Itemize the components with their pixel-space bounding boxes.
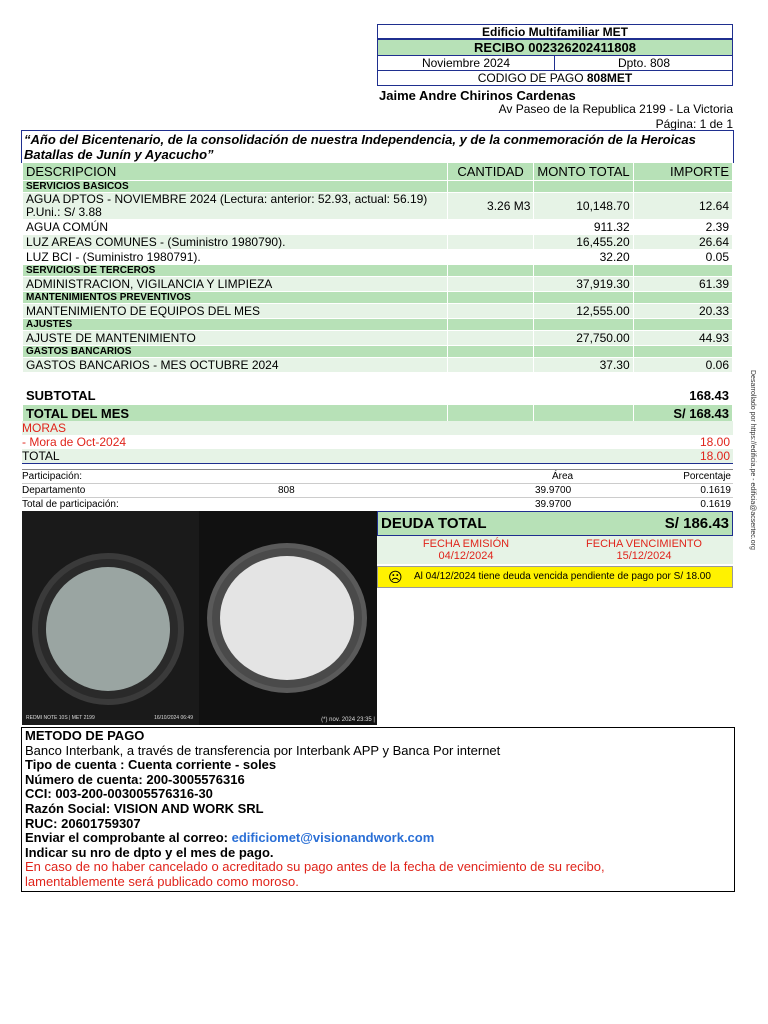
indicate-text: Indicar su nro de dpto y el mes de pago.: [25, 844, 274, 860]
total-month-label: TOTAL DEL MES: [23, 405, 448, 423]
total-month-value: S/ 168.43: [633, 405, 732, 423]
due-date-label: FECHA VENCIMIENTO: [586, 538, 702, 550]
payment-code: [377, 70, 733, 86]
email-link[interactable]: edificiomet@visionandwork.com: [231, 830, 435, 846]
moras-total-value: 18.00: [699, 449, 730, 463]
table-row: ADMINISTRACION, VIGILANCIA Y LIMPIEZA 37,919.30 61.39: [23, 277, 733, 292]
meter-dial-right: [207, 543, 367, 693]
account-cci: CCI: 003-200-003005576316-30: [25, 786, 213, 802]
motto-box: [21, 130, 734, 163]
participation-section: [22, 469, 733, 512]
meter-dial-left: [32, 553, 184, 705]
subtotal-value: 168.43: [633, 387, 732, 405]
email-line: [25, 831, 731, 846]
account-type: Tipo de cuenta : Cuenta corriente - soles: [25, 757, 277, 773]
sad-face-icon: ☹: [388, 569, 403, 585]
moras-item-row: [22, 435, 733, 449]
building-name: Edificio Multifamiliar MET: [377, 24, 733, 39]
meter-photo-right: [199, 511, 377, 725]
table-row: AGUA COMÚN 911.32 2.39: [23, 220, 733, 235]
payment-code-label: CODIGO DE PAGO: [477, 71, 587, 85]
percentage-header: Porcentaje: [683, 471, 731, 482]
total-debt-label: DEUDA TOTAL: [381, 515, 487, 532]
table-row: GASTOS BANCARIOS - MES OCTUBRE 2024 37.30 0.06: [23, 358, 733, 373]
section-row: AJUSTES: [23, 319, 733, 331]
participation-total-label: Total de participación:: [22, 499, 119, 510]
total-debt-value: S/ 186.43: [664, 515, 729, 532]
total-month-row: [23, 405, 733, 423]
table-header-row: [23, 163, 733, 181]
photo-left-time: 16/10/2024 06:49: [154, 715, 193, 721]
table-row: AGUA DPTOS - NOVIEMBRE 2024 (Lectura: anterior: 52.93, actual: 56.19) P.Uni.: S/ 3.88 3.26 M3 10,148.70 12.64: [23, 193, 733, 220]
dept-percentage: 0.1619: [700, 485, 731, 496]
participation-header: [22, 470, 733, 484]
section-row: MANTENIMIENTOS PREVENTIVOS: [23, 292, 733, 304]
section-row: SERVICIOS DE TERCEROS: [23, 265, 733, 277]
moras-item-value: 18.00: [699, 435, 730, 449]
charges-table: [22, 162, 733, 423]
header-quantity: CANTIDAD: [447, 163, 534, 181]
payment-bank: Banco Interbank, a través de transferencia por Interbank APP y Banca Por internet: [25, 742, 501, 758]
dept-area: 39.9700: [535, 485, 572, 496]
dates-row: [377, 536, 733, 564]
table-row: AJUSTE DE MANTENIMIENTO 27,750.00 44.93: [23, 331, 733, 346]
customer-name: Jaime Andre Chirinos Cardenas: [379, 88, 576, 103]
moras-total-row: [22, 449, 733, 464]
late-payment-notice: En caso de no haber cancelado o acreditado su pago antes de la fecha de vencimiento de su recibo, lamentablemente será publicado como moroso.: [25, 859, 605, 889]
receipt-month: Noviembre 2024: [421, 56, 511, 70]
receipt-dept: Dpto. 808: [617, 56, 671, 70]
receipt-number: RECIBO 002326202411808: [377, 39, 733, 56]
dept-label: Departamento: [22, 485, 86, 496]
participation-total-percentage: 0.1619: [700, 499, 731, 510]
subtotal-label: SUBTOTAL: [23, 387, 448, 405]
moras-section: [22, 421, 733, 464]
due-date: 15/12/2024: [616, 550, 672, 562]
issue-date-label: FECHA EMISIÓN: [422, 538, 510, 550]
section-row: SERVICIOS BASICOS: [23, 181, 733, 193]
issue-date: 04/12/2024: [438, 550, 494, 562]
dept-value: 808: [278, 485, 295, 496]
table-row: LUZ AREAS COMUNES - (Suministro 1980790). 16,455.20 26.64: [23, 235, 733, 250]
subtotal-row: [23, 387, 733, 405]
header-amount: IMPORTE: [633, 163, 732, 181]
section-row: GASTOS BANCARIOS: [23, 346, 733, 358]
account-number: Número de cuenta: 200-3005576316: [25, 771, 245, 787]
header-description: DESCRIPCION: [23, 163, 448, 181]
participation-total-area: 39.9700: [535, 499, 572, 510]
moras-item: - Mora de Oct-2024: [22, 435, 127, 449]
overdue-warning: [377, 566, 733, 588]
motto-text: “Año del Bicentenario, de la consolidación de nuestra Independencia, y de la conmemoración de la Heroicas Batallas de Junín y Ayacucho”: [24, 132, 696, 162]
participation-label: Participación:: [22, 471, 83, 482]
moras-total-label: TOTAL: [22, 449, 60, 463]
month-dept-row: [377, 55, 733, 71]
participation-total-row: [22, 498, 733, 512]
customer-address: Av Paseo de la Republica 2199 - La Victoria: [498, 102, 733, 116]
overdue-warning-text: Al 04/12/2024 tiene deuda vencida pendiente de pago por S/ 18.00: [414, 571, 711, 582]
moras-title: MORAS: [22, 421, 733, 435]
area-header: Área: [552, 471, 574, 482]
payment-title: METODO DE PAGO: [25, 728, 145, 743]
total-debt-row: [377, 511, 733, 536]
developer-credit: Desarrollado por https://edificia.pe - edificia@acsertec.org: [749, 370, 756, 550]
participation-dept-row: [22, 484, 733, 498]
payment-code-value: 808MET: [586, 71, 633, 85]
photo-right-caption: (*) nov. 2024 23:35 |: [321, 717, 375, 723]
company-ruc: RUC: 20601759307: [25, 815, 141, 831]
photo-left-caption: REDMI NOTE 10S | MET 2199: [26, 715, 95, 721]
table-row: LUZ BCI - (Suministro 1980791). 32.20 0.05: [23, 250, 733, 265]
page-number: Página: 1 de 1: [655, 117, 733, 131]
payment-method-box: [21, 727, 735, 892]
table-row: MANTENIMIENTO DE EQUIPOS DEL MES 12,555.00 20.33: [23, 304, 733, 319]
meter-photo-left: [22, 511, 199, 725]
email-label: Enviar el comprobante al correo:: [25, 830, 232, 846]
spacer-row: [23, 373, 733, 387]
company-name: Razón Social: VISION AND WORK SRL: [25, 800, 264, 816]
header-total: MONTO TOTAL: [534, 163, 633, 181]
